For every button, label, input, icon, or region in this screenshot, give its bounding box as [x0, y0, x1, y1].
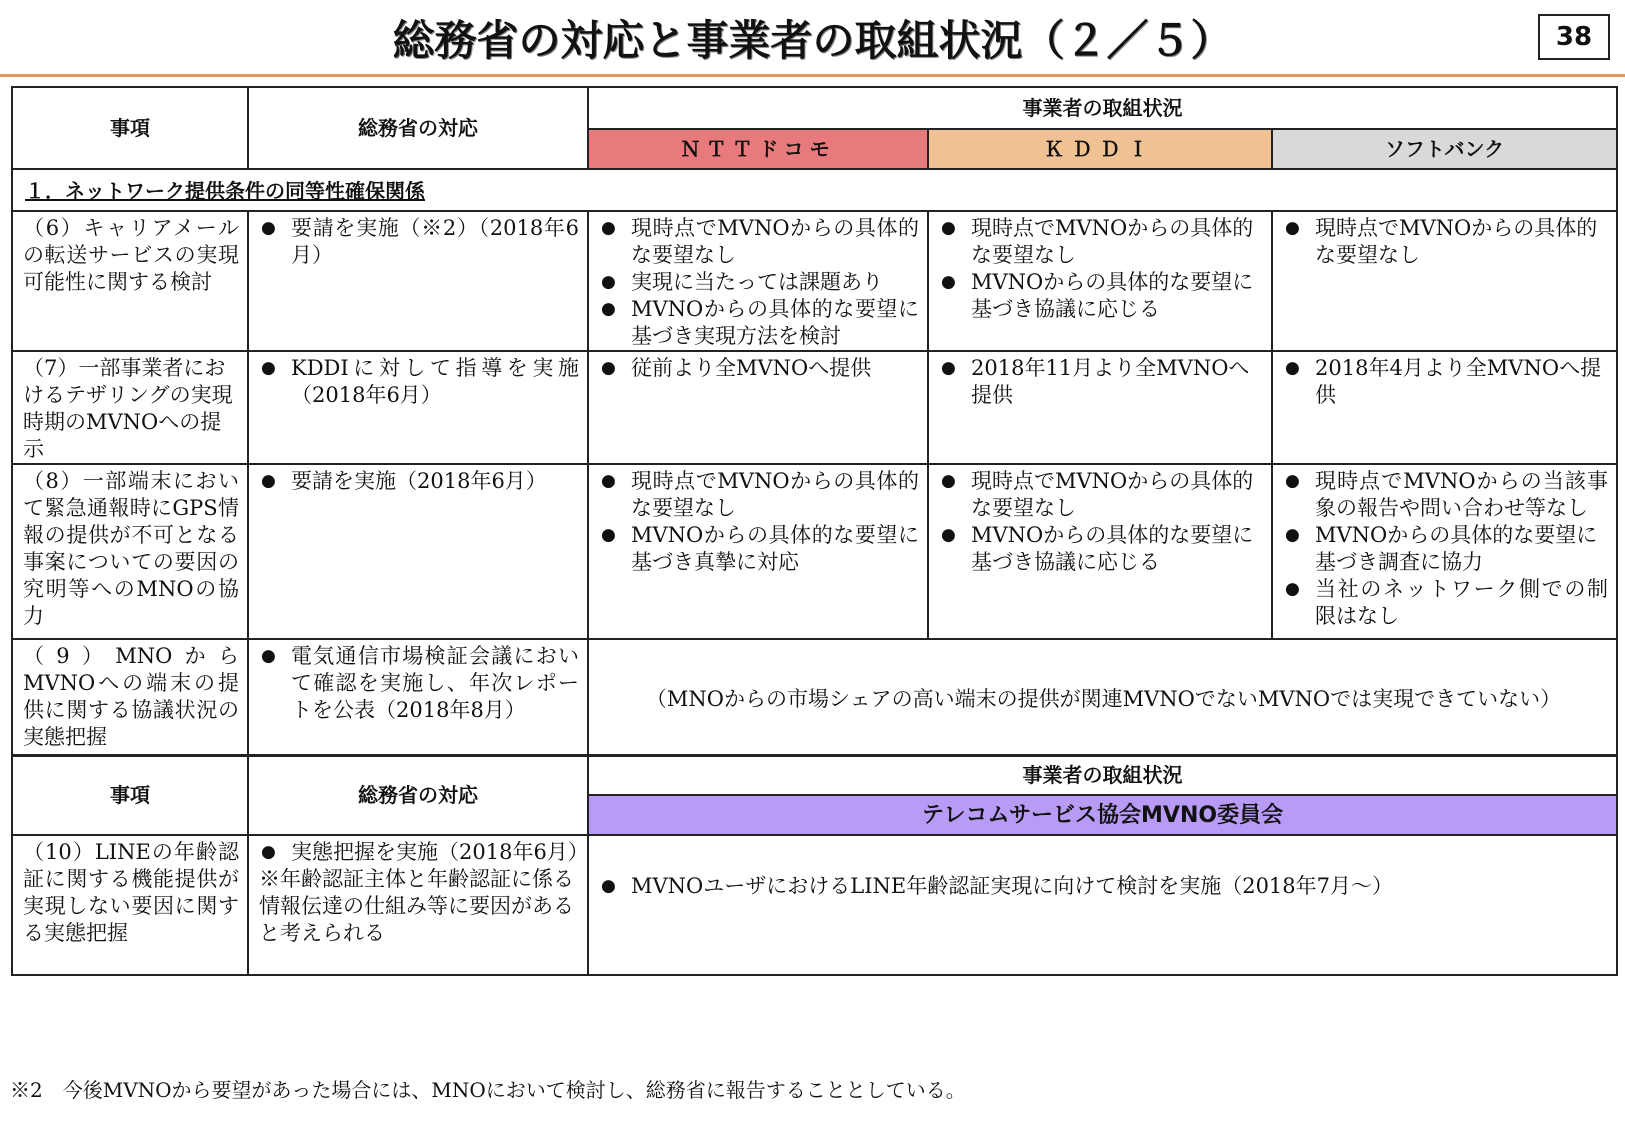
header-kddi: ＫＤＤＩ [928, 129, 1272, 169]
list-item: ● 従前より全MVNOへ提供 [599, 355, 919, 382]
merged-status: （MNOからの市場シェアの高い端末の提供が関連MVNOでないMVNOでは実現できていない） [588, 639, 1617, 756]
footnote: ※2 今後MVNOから要望があった場合には、MNOにおいて検討し、総務省に報告することとしている。 [10, 1078, 966, 1102]
status-table-1 [11, 86, 1618, 757]
list-item: ● MVNOユーザにおけるLINE年齢認証実現に向けて検討を実施（2018年7月～） [599, 873, 1608, 900]
header-item: 事項 [12, 87, 248, 169]
section-title: １．ネットワーク提供条件の同等性確保関係 [12, 169, 1617, 211]
list-item: ● 実現に当たっては課題あり [599, 269, 919, 296]
title-divider [0, 74, 1625, 77]
header-association: テレコムサービス協会MVNO委員会 [588, 795, 1617, 835]
header-softbank: ソフトバンク [1272, 129, 1617, 169]
row-item: （7）一部事業者におけるテザリングの実現時期のMVNOへの提示 [12, 351, 248, 464]
list-item: ● 現時点でMVNOからの具体的な要望なし [939, 468, 1263, 522]
list-item: ● MVNOからの具体的な要望に基づき調査に協力 [1283, 522, 1608, 576]
header-operators: 事業者の取組状況 [588, 87, 1617, 129]
page-number: 38 [1538, 14, 1610, 60]
list-item: ● 当社のネットワーク側での制限はなし [1283, 576, 1608, 630]
header-ministry: 総務省の対応 [248, 87, 588, 169]
row-item: （6）キャリアメールの転送サービスの実現可能性に関する検討 [12, 211, 248, 351]
list-item: ● 電気通信市場検証会議において確認を実施し、年次レポートを公表（2018年8月） [259, 643, 579, 724]
header-docomo: ＮＴＴドコモ [588, 129, 928, 169]
list-item: ● 要請を実施（2018年6月） [259, 468, 579, 495]
table-row [12, 835, 1617, 975]
list-item: ● MVNOからの具体的な要望に基づき真摯に対応 [599, 522, 919, 576]
list-item: ● 現時点でMVNOからの具体的な要望なし [599, 215, 919, 269]
header-operators: 事業者の取組状況 [588, 755, 1617, 795]
header-ministry: 総務省の対応 [248, 755, 588, 835]
list-item: ● 現時点でMVNOからの当該事象の報告や問い合わせ等なし [1283, 468, 1608, 522]
table-row [12, 464, 1617, 639]
status-table-2 [11, 754, 1618, 976]
list-item: ● 実態把握を実施（2018年6月） [259, 839, 579, 866]
list-item: ● 現時点でMVNOからの具体的な要望なし [1283, 215, 1608, 269]
header-item: 事項 [12, 755, 248, 835]
list-item: ● 現時点でMVNOからの具体的な要望なし [939, 215, 1263, 269]
ministry-note: ※年齢認証主体と年齢認証に係る情報伝達の仕組み等に要因があると考えられる [259, 867, 574, 945]
page-title: 総務省の対応と事業者の取組状況（２／５） [392, 16, 1233, 65]
list-item: ● 現時点でMVNOからの具体的な要望なし [599, 468, 919, 522]
table-row [12, 639, 1617, 756]
list-item: ● KDDIに対して指導を実施（2018年6月） [259, 355, 579, 409]
list-item: ● MVNOからの具体的な要望に基づき実現方法を検討 [599, 296, 919, 350]
list-item: ● MVNOからの具体的な要望に基づき協議に応じる [939, 522, 1263, 576]
list-item: ● 2018年11月より全MVNOへ提供 [939, 355, 1263, 409]
list-item: ● 2018年4月より全MVNOへ提供 [1283, 355, 1608, 409]
row-item: （10）LINEの年齢認証に関する機能提供が実現しない要因に関する実態把握 [12, 835, 248, 975]
list-item: ● MVNOからの具体的な要望に基づき協議に応じる [939, 269, 1263, 323]
row-item: （8）一部端末において緊急通報時にGPS情報の提供が不可となる事案についての要因の究明等へのMNOの協力 [12, 464, 248, 639]
table-row [12, 351, 1617, 464]
table-row [12, 211, 1617, 351]
list-item: ● 要請を実施（※2）（2018年6月） [259, 215, 579, 269]
row-item: （9）MNOからMVNOへの端末の提供に関する協議状況の実態把握 [12, 639, 248, 756]
